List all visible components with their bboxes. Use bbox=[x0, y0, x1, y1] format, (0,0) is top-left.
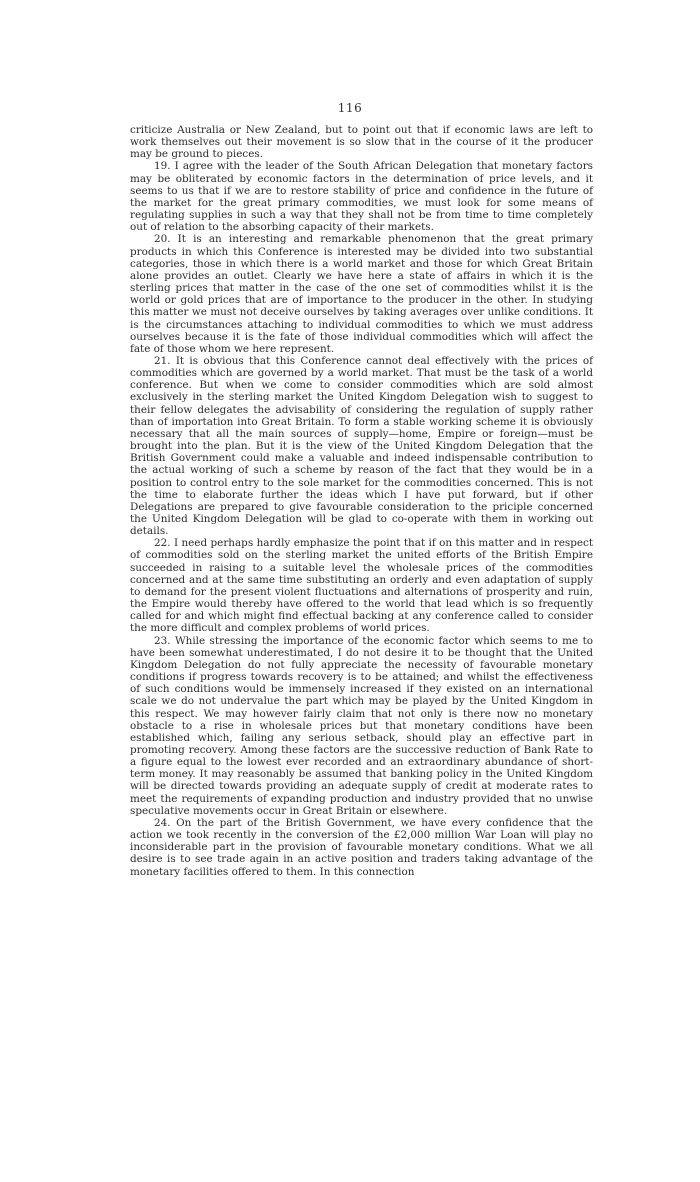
paragraph-23: 23. While stressing the importance of the economic factor which seems to me to have been somewhat underestimated, I do not desire it to be thought that the United Kingdom Delegation do not fully appreciate the necessity of favourable monetary conditions if progress towards recovery is to be attained; and whilst the effectiveness of such conditions would be immensely increased if they existed on an international scale we do not undervalue the part which may be played by the United Kingdom in this respect. We may however fairly claim that not only is there now no monetary obstacle to a rise in wholesale prices but that monetary conditions have been established which, failing any serious setback, should play an effective part in promoting recovery. Among these factors are the successive reduction of Bank Rate to a figure equal to the lowest ever recorded and an extraordinary abundance of short-term money. It may reasonably be assumed that banking policy in the United Kingdom will be directed towards providing an adequate supply of credit at moderate rates to meet the requirements of expanding production and industry provided that no unwise speculative movements occur in Great Britain or elsewhere. bbox=[130, 634, 593, 817]
paragraph-22: 22. I need perhaps hardly emphasize the point that if on this matter and in respect of commodities sold on the sterling market the united efforts of the British Empire succeeded in raising to a suitable level the wholesale prices of the commodities concerned and at the same time substituting an orderly and even adaptation of supply to demand for the present violent fluctuations and alternations of prosperity and ruin, the Empire would thereby have offered to the world that lead which is so frequently called for and which might find effectual backing at any conference called to consider the more difficult and complex problems of world prices. bbox=[130, 537, 593, 635]
paragraph-20: 20. It is an interesting and remarkable phenomenon that the great primary products in which this Conference is interested may be divided into two substantial categories, those in which there is a world market and those for which Great Britain alone provides an outlet. Clearly we have here a state of affairs in which it is the sterling prices that matter in the case of the one set of commodities whilst it is the world or gold prices that are of importance to the producer in the other. In studying this matter we must not deceive ourselves by taking averages over unlike conditions. It is the circumstances attaching to individual commodities to which we must address ourselves because it is the fate of those individual commodities which will affect the fate of those whom we here represent. bbox=[130, 233, 593, 355]
body-text bbox=[130, 124, 593, 878]
paragraph-continuation: criticize Australia or New Zealand, but to point out that if economic laws are left to work themselves out their movement is so slow that in the course of it the producer may be ground to pieces. bbox=[130, 124, 593, 161]
paragraph-24: 24. On the part of the British Government, we have every confidence that the action we took recently in the conversion of the £2,000 million War Loan will play no inconsiderable part in the provision of favourable monetary conditions. What we all desire is to see trade again in an active position and traders taking advantage of the monetary facilities offered to them. In this connection bbox=[130, 816, 593, 878]
paragraph-19: 19. I agree with the leader of the South African Delegation that monetary factors may be obliterated by economic factors in the determination of price levels, and it seems to us that if we are to restore stability of price and confidence in the future of the market for the great primary commodities, we must look for some means of regulating supplies in such a way that they shall not be from time to time completely out of relation to the absorbing capacity of their markets. bbox=[130, 160, 593, 234]
paragraph-21: 21. It is obvious that this Conference cannot deal effectively with the prices of commodities which are governed by a world market. That must be the task of a world conference. But when we come to consider commodities which are sold almost exclusively in the sterling market the United Kingdom Delegation wish to suggest to their fellow delegates the advisability of considering the regulation of supply rather than of importation into Great Britain. To form a stable working scheme it is obviously necessary that all the main sources of supply—home, Empire or foreign—must be brought into the plan. But it is the view of the United Kingdom Delegation that the British Government could make a valuable and indeed indispensable contribution to the actual working of such a scheme by reason of the fact that they would be in a position to control entry to the sole market for the commodities concerned. This is not the time to elaborate further the ideas which I have put forward, but if other Delegations are prepared to give favourable consideration to the priciple concerned the United Kingdom Delegation will be glad to co-operate with them in working out details. bbox=[130, 354, 593, 538]
page-number: 116 bbox=[337, 101, 363, 115]
